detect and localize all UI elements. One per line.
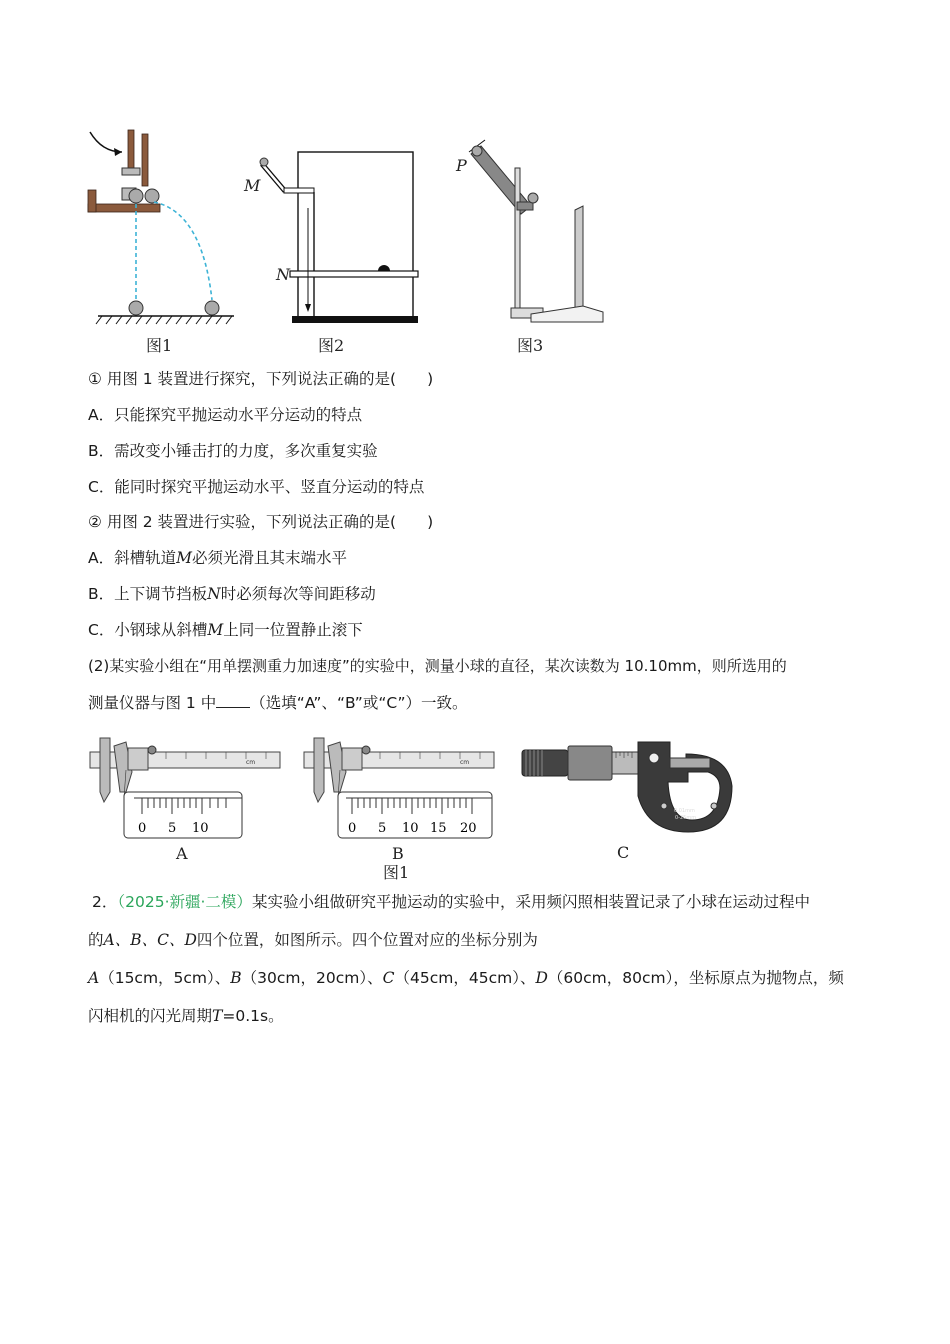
scale-label: 5 — [378, 821, 387, 836]
micrometer-c-figure — [518, 736, 748, 838]
variable: N — [207, 585, 221, 603]
q2-line4 — [88, 1006, 284, 1026]
q2-line3 — [88, 968, 844, 988]
ball-b — [145, 189, 159, 203]
text: =0.1s。 — [222, 1007, 284, 1025]
text: B．上下调节挡板 — [88, 585, 208, 603]
question-number: 2． — [92, 893, 118, 911]
variable: M — [176, 549, 192, 567]
figure-2-caption: 图2 — [318, 336, 345, 355]
source-tag[interactable]: （2025·新疆·二模） — [117, 893, 252, 911]
part2-line1: (2)某实验小组在“用单摆测重力加速度”的实验中，测量小球的直径，某次读数为 10.10mm，则所选用的 — [88, 657, 787, 675]
label-a: A — [176, 844, 188, 863]
caliper-b-figure — [300, 732, 500, 842]
label-p: P — [456, 156, 467, 175]
sub2-option-b — [88, 584, 376, 604]
text: （选填“A”、“B”或“C”）一致。 — [250, 694, 468, 712]
sub1-option-c: C．能同时探究平抛运动水平、竖直分运动的特点 — [88, 478, 425, 496]
coordinate: （30cm，20cm）、 — [241, 969, 383, 987]
figure-caption: 图1 — [383, 863, 410, 882]
q2-line1 — [92, 892, 810, 912]
scale-label: 15 — [430, 821, 447, 836]
hammer-head — [122, 168, 140, 175]
coordinate: （15cm，5cm）、 — [99, 969, 231, 987]
hammer-post — [128, 130, 134, 170]
rotation-arrow-icon — [90, 132, 122, 152]
scale-label: 0 — [348, 821, 357, 836]
text: 时必须每次等间距移动 — [220, 585, 376, 603]
q2-line2 — [88, 930, 538, 950]
text: 上同一位置静止滚下 — [223, 621, 363, 639]
text: 测量仪器与图 1 中 — [88, 694, 217, 712]
unit-label: cm — [246, 759, 256, 766]
text: 某实验小组做研究平抛运动的实验中，采用频闪照相装置记录了小球在运动过程中 — [251, 893, 810, 911]
figure-1-caption: 图1 — [146, 336, 173, 355]
answer-blank[interactable] — [216, 693, 250, 708]
coordinate: （60cm，80cm），坐标原点为抛物点，频 — [547, 969, 844, 987]
scale-label: 20 — [460, 821, 477, 836]
sub2-option-a — [88, 548, 347, 568]
sub1-option-a: A．只能探究平抛运动水平分运动的特点 — [88, 406, 363, 424]
ball-a — [129, 189, 143, 203]
micrometer-resolution: 0.01mm — [674, 808, 695, 814]
sub2-prompt: ② 用图 2 装置进行实验，下列说法正确的是( ) — [88, 513, 434, 531]
label-c: C — [617, 843, 630, 862]
text: 四个位置，如图所示。四个位置对应的坐标分别为 — [196, 931, 538, 949]
scale-label: 0 — [138, 821, 147, 836]
unit-label: cm — [460, 759, 470, 766]
text: 必须光滑且其末端水平 — [191, 549, 347, 567]
part2-line2 — [88, 693, 467, 713]
micrometer-range: 0-25mm — [675, 815, 697, 821]
baffle-plate-n — [290, 271, 418, 277]
scale-label: 10 — [192, 821, 209, 836]
scale-label: 10 — [402, 821, 419, 836]
label-n: N — [276, 265, 290, 284]
variable: B — [230, 969, 242, 987]
back-board — [298, 152, 413, 320]
sub1-prompt: ① 用图 1 装置进行探究，下列说法正确的是( ) — [88, 370, 434, 388]
variable: M — [207, 621, 224, 639]
figure-3-stand-apparatus — [455, 136, 610, 328]
text: 闪相机的闪光周期 — [88, 1007, 213, 1025]
variables: A、B、C、D — [103, 931, 197, 949]
scale-label: 5 — [168, 821, 177, 836]
figure-1-hammer-apparatus — [82, 122, 242, 332]
label-b: B — [392, 844, 404, 863]
text: 的 — [88, 931, 104, 949]
sub2-option-c — [88, 620, 363, 640]
platform — [88, 204, 160, 212]
text: C．小钢球从斜槽 — [88, 621, 208, 639]
variable: A — [88, 969, 100, 987]
sub1-option-b: B．需改变小锤击打的力度，多次重复实验 — [88, 442, 378, 460]
vertical-screen — [575, 206, 583, 314]
text: A．斜槽轨道 — [88, 549, 177, 567]
back-post — [142, 134, 148, 186]
parabolic-trajectory — [154, 202, 212, 300]
figure-3-caption: 图3 — [517, 336, 544, 355]
figure-2-board-apparatus — [240, 148, 430, 330]
caliper-a-figure — [86, 732, 286, 842]
variable: C — [382, 969, 395, 987]
variable: T — [212, 1007, 223, 1025]
variable: D — [535, 969, 548, 987]
label-m: M — [244, 176, 261, 195]
coordinate: （45cm，45cm）、 — [394, 969, 536, 987]
